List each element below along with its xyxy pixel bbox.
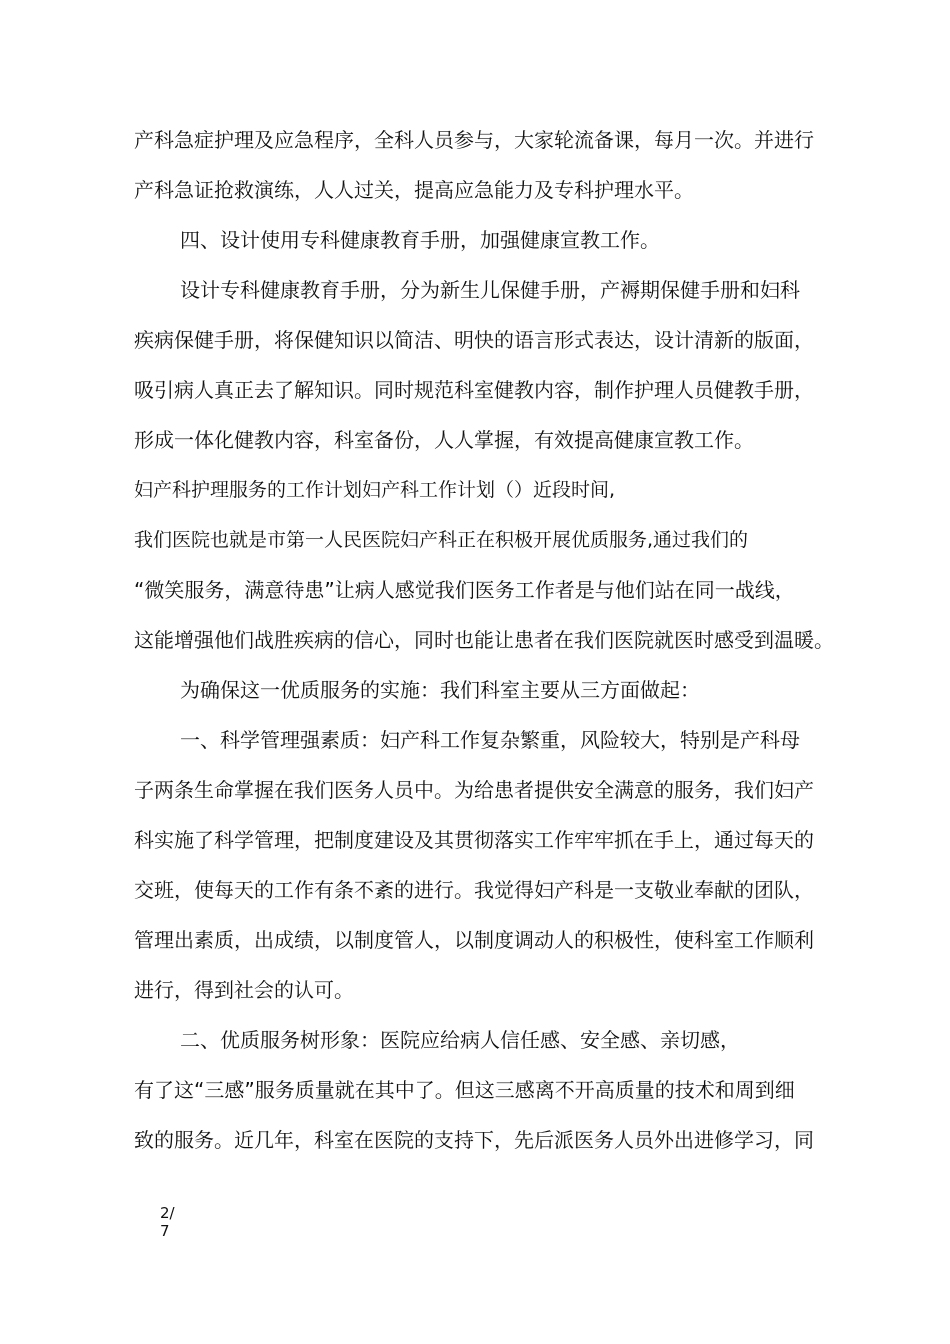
text-line-15: 科实施了科学管理，把制度建设及其贯彻落实工作牢牢抓在手上，通过每天的 (134, 828, 814, 852)
text-line-14: 子两条生命掌握在我们医务人员中。为给患者提供安全满意的服务，我们妇产 (134, 778, 814, 802)
section-heading-1: 一、科学管理强素质：妇产科工作复杂繁重，风险较大，特别是产科母 (180, 728, 800, 752)
page-number-total: 7 (160, 1222, 170, 1240)
section-heading-2: 二、优质服务树形象：医院应给病人信任感、安全感、亲切感， (180, 1028, 740, 1052)
text-line-17: 管理出素质，出成绩，以制度管人，以制度调动人的积极性，使科室工作顺利 (134, 928, 814, 952)
text-line-2: 产科急证抢救演练，人人过关，提高应急能力及专科护理水平。 (134, 178, 694, 202)
text-line-10: “微笑服务，满意待患”让病人感觉我们医务工作者是与他们站在同一战线， (134, 578, 795, 602)
text-line-21: 致的服务。近几年，科室在医院的支持下，先后派医务人员外出进修学习，同 (134, 1128, 814, 1152)
text-line-20: 有了这“三感”服务质量就在其中了。但这三感离不开高质量的技术和周到细 (134, 1078, 795, 1102)
text-line-9: 我们医院也就是市第一人民医院妇产科正在积极开展优质服务,通过我们的 (134, 529, 749, 551)
text-line-16: 交班，使每天的工作有条不紊的进行。我觉得妇产科是一支敬业奉献的团队， (134, 878, 814, 902)
text-line-4: 设计专科健康教育手册，分为新生儿保健手册，产褥期保健手册和妇科 (180, 278, 800, 302)
text-line-11: 这能增强他们战胜疾病的信心，同时也能让患者在我们医院就医时感受到温暖。 (134, 628, 834, 652)
text-line-6: 吸引病人真正去了解知识。同时规范科室健教内容，制作护理人员健教手册， (134, 378, 814, 402)
page-number-current: 2/ (160, 1204, 175, 1222)
text-line-8: 妇产科护理服务的工作计划妇产科工作计划（）近段时间, (134, 479, 616, 501)
text-line-5: 疾病保健手册，将保健知识以简洁、明快的语言形式表达，设计清新的版面， (134, 328, 814, 352)
text-line-12: 为确保这一优质服务的实施：我们科室主要从三方面做起： (180, 678, 700, 702)
text-line-1: 产科急症护理及应急程序，全科人员参与，大家轮流备课，每月一次。并进行 (134, 128, 814, 152)
text-line-7: 形成一体化健教内容，科室备份，人人掌握，有效提高健康宣教工作。 (134, 428, 754, 452)
section-heading-4: 四、设计使用专科健康教育手册，加强健康宣教工作。 (180, 228, 660, 252)
text-line-18: 进行，得到社会的认可。 (134, 978, 354, 1002)
page-number (160, 1204, 175, 1240)
